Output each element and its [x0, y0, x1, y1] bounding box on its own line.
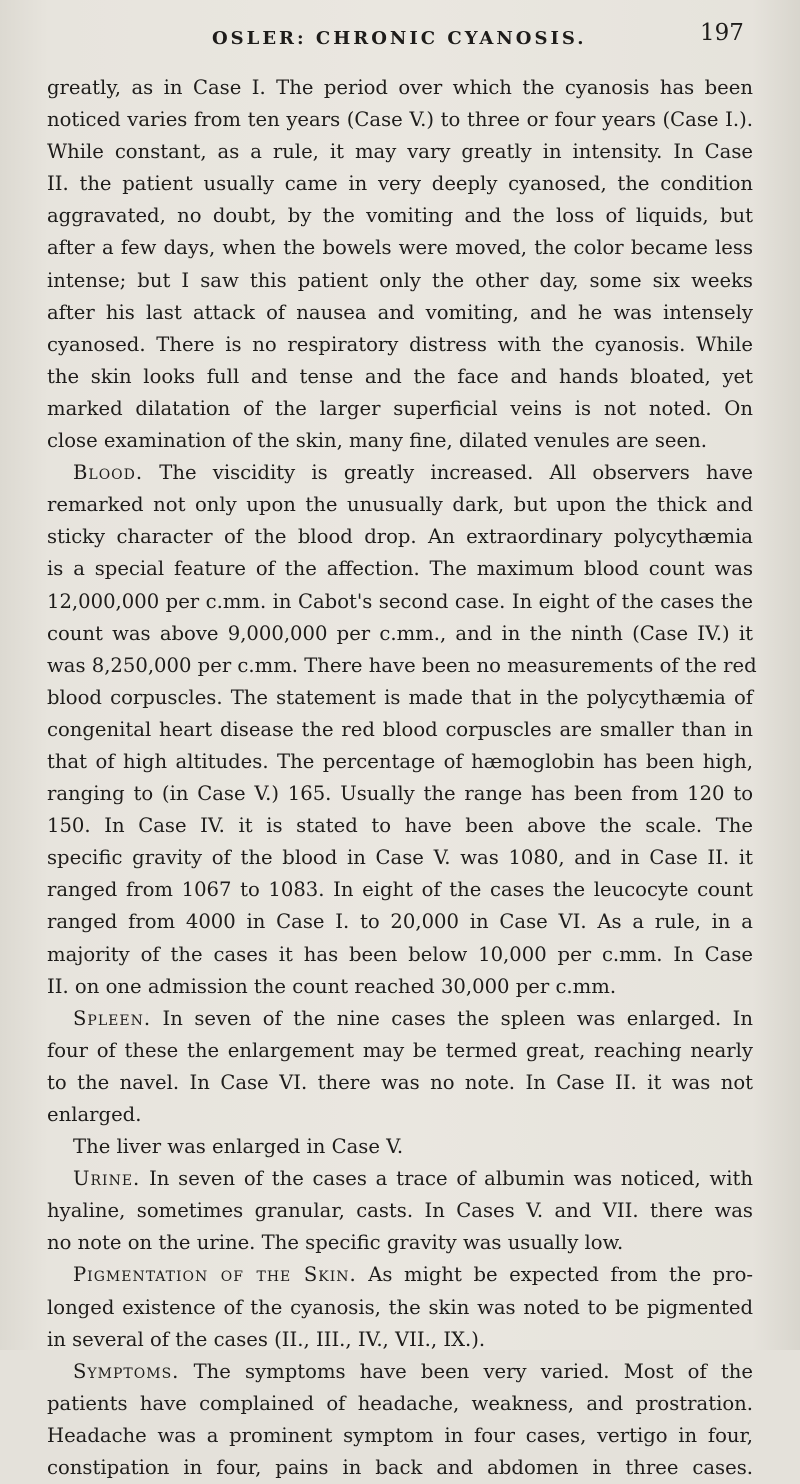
text-line: marked dilatation of the larger superficial veins is not noted. On [47, 396, 753, 420]
text-line: 150. In Case IV. it is stated to have been above the scale. The [47, 814, 753, 838]
text-line: sticky character of the blood drop. An extraordinary polycythæmia [47, 525, 753, 549]
paragraph-cyanosis-continued [47, 72, 753, 457]
text-line: specific gravity of the blood in Case V. was 1080, and in Case II. it [47, 846, 753, 870]
text-line [47, 457, 753, 489]
text-line: greatly, as in Case I. The period over which the cyanosis has been [47, 76, 753, 99]
text-line [47, 1163, 753, 1195]
section-heading-pigmentation: Pigmentation of the Skin. [73, 1263, 357, 1287]
section-heading-symptoms: Symptoms. [73, 1359, 180, 1383]
line-text: The symptoms have been very varied. Most of the [193, 1359, 753, 1383]
text-line: II. on one admission the count reached 30,000 per c.mm. [47, 974, 617, 998]
text-line: no note on the urine. The specific gravity was usually low. [47, 1231, 624, 1255]
text-line: noticed varies from ten years (Case V.) to three or four years (Case I.). [47, 108, 753, 132]
text-line [47, 1259, 753, 1291]
text-line: remarked not only upon the unusually dark, but upon the thick and [47, 493, 753, 517]
text-line: patients have complained of headache, weakness, and prostration. [47, 1391, 753, 1415]
text-line: majority of the cases it has been below 10,000 per c.mm. In Case [47, 942, 753, 966]
text-line: the skin looks full and tense and the face and hands bloated, yet [47, 364, 753, 388]
text-line: aggravated, no doubt, by the vomiting and the loss of liquids, but [47, 204, 753, 228]
page-number: 197 [700, 20, 744, 46]
section-heading-blood: Blood. [73, 461, 144, 485]
text-line: While constant, as a rule, it may vary greatly in intensity. In Case [47, 140, 753, 164]
text-line: close examination of the skin, many fine, dilated venules are seen. [47, 429, 707, 453]
line-text: The viscidity is greatly increased. All observers have [159, 461, 753, 485]
text-line: cyanosed. There is no respiratory distress with the cyanosis. While [47, 332, 753, 356]
text-line: after a few days, when the bowels were moved, the color became less [47, 236, 753, 260]
line-text: As might be expected from the pro- [368, 1263, 753, 1287]
text-line: Headache was a prominent symptom in four cases, vertigo in four, [47, 1423, 753, 1447]
text-line: to the navel. In Case VI. there was no note. In Case II. it was not [47, 1070, 753, 1094]
text-line: is a special feature of the affection. The maximum blood count was [47, 557, 753, 581]
text-line [47, 1003, 753, 1035]
section-heading-urine: Urine. [73, 1167, 141, 1191]
line-text: In seven of the nine cases the spleen was enlarged. In [162, 1006, 753, 1030]
text-line: II. the patient usually came in very deeply cyanosed, the condition [47, 172, 753, 196]
text-line: intense; but I saw this patient only the other day, some six weeks [47, 268, 753, 292]
paragraph-blood [47, 457, 757, 1003]
paragraph-urine [47, 1163, 753, 1259]
body-text [47, 72, 757, 1484]
text-line: ranged from 1067 to 1083. In eight of the cases the leucocyte count [47, 878, 753, 902]
text-line: that of high altitudes. The percentage of hæmoglobin has been high, [47, 749, 753, 773]
text-line: The liver was enlarged in Case V. [73, 1135, 404, 1159]
text-line: blood corpuscles. The statement is made that in the polycythæmia of [47, 685, 753, 709]
paragraph-pigmentation [47, 1259, 753, 1355]
text-line: count was above 9,000,000 per c.mm., and in the ninth (Case IV.) it [47, 621, 753, 645]
text-line: longed existence of the cyanosis, the skin was noted to be pigmented [47, 1295, 753, 1319]
text-line [47, 1356, 753, 1388]
text-line: four of these the enlargement may be termed great, reaching nearly [47, 1038, 753, 1062]
paragraph-spleen [47, 1003, 753, 1131]
text-line: hyaline, sometimes granular, casts. In Cases V. and VII. there was [47, 1199, 753, 1223]
text-line: after his last attack of nausea and vomiting, and he was intensely [47, 300, 753, 324]
text-line: congenital heart disease the red blood corpuscles are smaller than in [47, 717, 753, 741]
paragraph-symptoms [47, 1356, 753, 1484]
text-line: constipation in four, pains in back and abdomen in three cases. [47, 1456, 753, 1480]
text-line: was 8,250,000 per c.mm. There have been no measurements of the red [47, 653, 757, 677]
section-heading-spleen: Spleen. [73, 1006, 152, 1030]
running-head: OSLER: CHRONIC CYANOSIS. [212, 28, 587, 49]
text-line: 12,000,000 per c.mm. in Cabot's second case. In eight of the cases the [47, 589, 753, 613]
paragraph-liver [47, 1131, 753, 1163]
text-line: enlarged. [47, 1103, 142, 1126]
text-line: ranging to (in Case V.) 165. Usually the range has been from 120 to [47, 782, 753, 806]
line-text: In seven of the cases a trace of albumin was noticed, with [149, 1167, 753, 1191]
text-line: ranged from 4000 in Case I. to 20,000 in Case VI. As a rule, in a [47, 910, 753, 934]
page-header [0, 20, 800, 60]
text-line: in several of the cases (II., III., IV., VII., IX.). [47, 1327, 486, 1351]
